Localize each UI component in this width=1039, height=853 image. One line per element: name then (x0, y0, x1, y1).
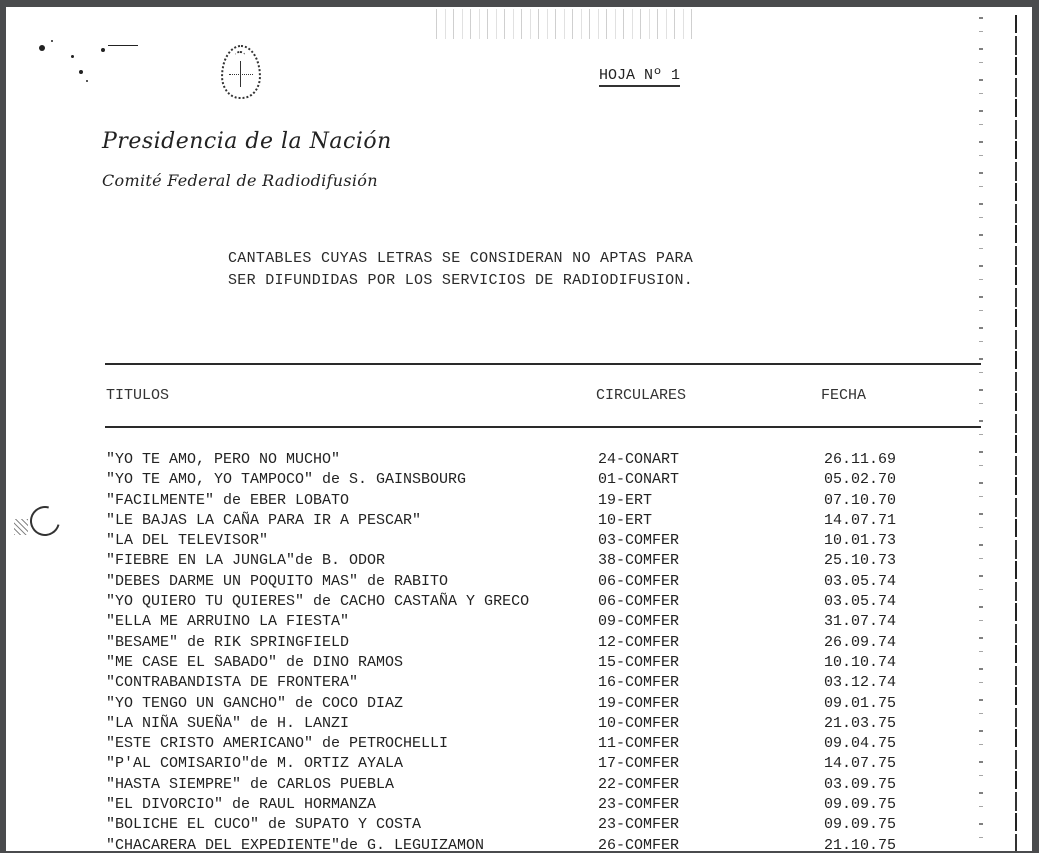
table-row (106, 673, 986, 693)
song-title: "CHACARERA DEL EXPEDIENTE"de G. LEGUIZAMON (106, 836, 485, 851)
heading-line-1: CANTABLES CUYAS LETRAS SE CONSIDERAN NO APTAS PARA (228, 250, 694, 267)
song-title: "FACILMENTE" de EBER LOBATO (106, 491, 350, 509)
circular-code: 12-COMFER (598, 633, 680, 651)
circular-code: 06-COMFER (598, 572, 680, 590)
circular-code: 03-COMFER (598, 532, 680, 550)
song-title: "YO TENGO UN GANCHO" de COCO DIAZ (106, 694, 404, 712)
ban-date: 03.12.74 (824, 674, 897, 692)
table-row (106, 551, 986, 571)
circular-code: 24-CONART (598, 451, 680, 468)
song-title: "LE BAJAS LA CAÑA PARA IR A PESCAR" (106, 511, 422, 529)
table-row (106, 572, 986, 592)
song-title: "YO TE AMO, PERO NO MUCHO" (106, 451, 341, 468)
coat-of-arms-icon (221, 45, 261, 99)
song-table (106, 450, 986, 851)
ban-date: 03.05.74 (824, 572, 897, 590)
document-heading (228, 248, 693, 292)
table-row (106, 612, 986, 632)
table-row (106, 795, 986, 815)
song-title: "ELLA ME ARRUINO LA FIESTA" (106, 613, 350, 631)
song-title: "FIEBRE EN LA JUNGLA"de B. ODOR (106, 552, 386, 570)
ban-date: 09.09.75 (824, 816, 897, 834)
song-title: "YO QUIERO TU QUIERES" de CACHO CASTAÑA Y GRECO (106, 593, 530, 611)
circular-code: 11-COMFER (598, 735, 680, 753)
song-title: "LA NIÑA SUEÑA" de H. LANZI (106, 714, 350, 732)
ban-date: 10.01.73 (824, 532, 897, 550)
circular-code: 23-COMFER (598, 816, 680, 834)
table-row (106, 470, 986, 490)
scan-specks (31, 35, 141, 95)
margin-stamp-mark (25, 501, 66, 542)
table-row (106, 714, 986, 734)
ban-date: 14.07.71 (824, 511, 897, 529)
sheet-number: HOJA Nº 1 (599, 67, 680, 87)
circular-code: 09-COMFER (598, 613, 680, 631)
ban-date: 14.07.75 (824, 755, 897, 773)
table-row (106, 754, 986, 774)
table-row (106, 653, 986, 673)
scan-noise (436, 9, 696, 39)
table-row (106, 511, 986, 531)
circular-code: 06-COMFER (598, 593, 680, 611)
ban-date: 31.07.74 (824, 613, 897, 631)
circular-code: 10-ERT (598, 511, 653, 529)
circular-code: 01-CONART (598, 471, 680, 489)
table-row (106, 531, 986, 551)
table-row (106, 815, 986, 835)
song-title: "YO TE AMO, YO TAMPOCO" de S. GAINSBOURG (106, 471, 467, 489)
ban-date: 09.01.75 (824, 694, 897, 712)
table-row (106, 592, 986, 612)
column-header-date: FECHA (821, 387, 867, 404)
song-title: "DEBES DARME UN POQUITO MAS" de RABITO (106, 572, 449, 590)
circular-code: 26-COMFER (598, 836, 680, 851)
margin-stamp-dots (14, 519, 28, 535)
circular-code: 16-COMFER (598, 674, 680, 692)
ban-date: 03.05.74 (824, 593, 897, 611)
circular-code: 15-COMFER (598, 653, 680, 671)
page-edge-rule (1015, 15, 1017, 851)
song-title: "HASTA SIEMPRE" de CARLOS PUEBLA (106, 775, 395, 793)
heading-line-2: SER DIFUNDIDAS POR LOS SERVICIOS DE RADIODIFUSION. (228, 272, 694, 289)
column-header-circulars: CIRCULARES (596, 387, 687, 404)
ban-date: 10.10.74 (824, 653, 897, 671)
song-title: "BESAME" de RIK SPRINGFIELD (106, 633, 350, 651)
table-row (106, 775, 986, 795)
ban-date: 03.09.75 (824, 775, 897, 793)
circular-code: 19-ERT (598, 491, 653, 509)
table-top-rule (105, 363, 981, 365)
ban-date: 05.02.70 (824, 471, 897, 489)
ban-date: 25.10.73 (824, 552, 897, 570)
circular-code: 38-COMFER (598, 552, 680, 570)
letterhead-subtitle: Comité Federal de Radiodifusión (102, 171, 378, 190)
song-title: "ESTE CRISTO AMERICANO" de PETROCHELLI (106, 735, 449, 753)
circular-code: 10-COMFER (598, 714, 680, 732)
song-title: "EL DIVORCIO" de RAUL HORMANZA (106, 796, 377, 814)
song-title: "LA DEL TELEVISOR" (106, 532, 269, 550)
table-header-rule (105, 426, 981, 428)
table-row (106, 836, 986, 851)
ban-date: 26.11.69 (824, 451, 897, 468)
ban-date: 09.04.75 (824, 735, 897, 753)
ban-date: 09.09.75 (824, 796, 897, 814)
document-page (6, 7, 1032, 851)
table-row (106, 734, 986, 754)
song-title: "CONTRABANDISTA DE FRONTERA" (106, 674, 359, 692)
circular-code: 19-COMFER (598, 694, 680, 712)
song-title: "ME CASE EL SABADO" de DINO RAMOS (106, 653, 404, 671)
ban-date: 26.09.74 (824, 633, 897, 651)
ban-date: 21.10.75 (824, 836, 897, 851)
song-title: "BOLICHE EL CUCO" de SUPATO Y COSTA (106, 816, 422, 834)
ban-date: 21.03.75 (824, 714, 897, 732)
table-row (106, 694, 986, 714)
letterhead-title: Presidencia de la Nación (102, 129, 392, 154)
circular-code: 17-COMFER (598, 755, 680, 773)
song-title: "P'AL COMISARIO"de M. ORTIZ AYALA (106, 755, 404, 773)
table-row (106, 491, 986, 511)
circular-code: 23-COMFER (598, 796, 680, 814)
table-row (106, 450, 986, 470)
column-header-titles: TITULOS (106, 387, 170, 404)
scan-edge-noise (979, 17, 983, 847)
ban-date: 07.10.70 (824, 491, 897, 509)
table-row (106, 633, 986, 653)
circular-code: 22-COMFER (598, 775, 680, 793)
